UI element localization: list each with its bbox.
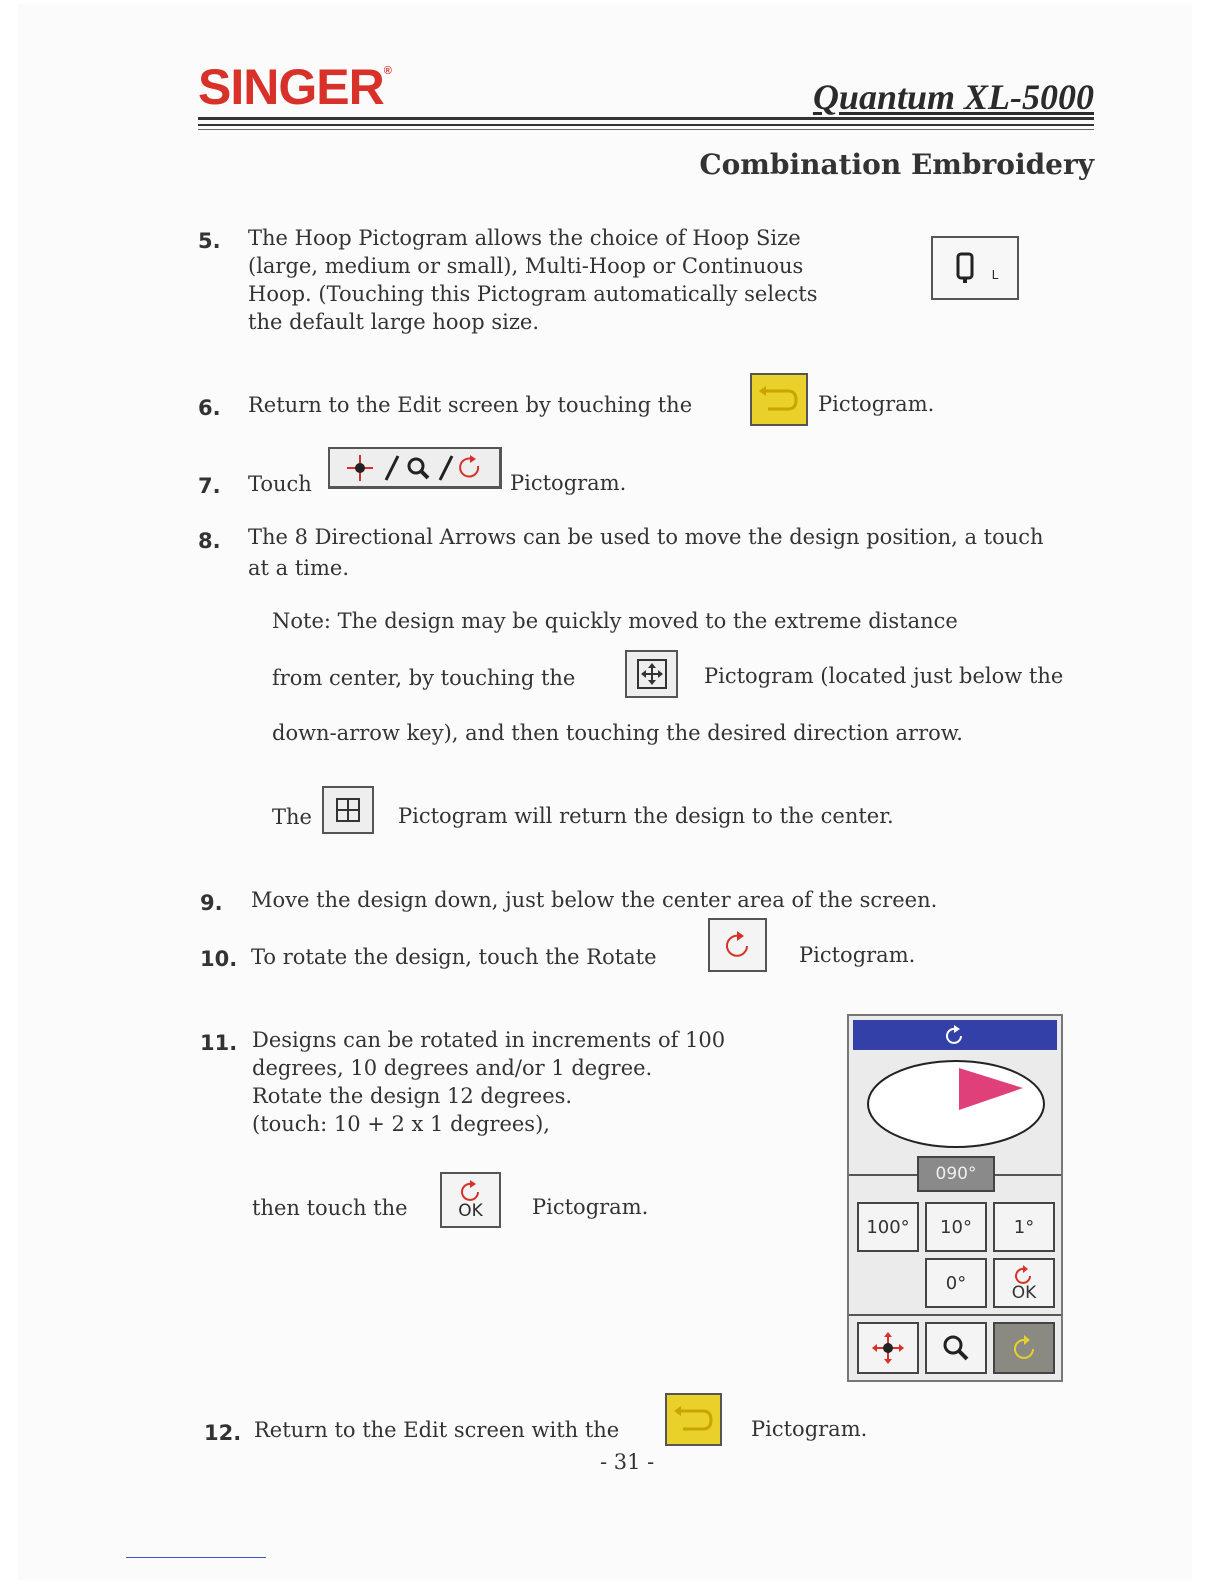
center-grid-icon bbox=[332, 794, 364, 826]
rotate-icon bbox=[943, 1023, 967, 1047]
header-rule bbox=[198, 124, 1094, 126]
step-12-text: Return to the Edit screen with the bbox=[254, 1418, 620, 1442]
move-mode-button[interactable] bbox=[857, 1322, 919, 1374]
step-11-text-end: Pictogram. bbox=[532, 1195, 649, 1219]
step-8-text: at a time. bbox=[248, 556, 350, 580]
step-10-text: To rotate the design, touch the Rotate bbox=[251, 945, 657, 969]
step-number: 5. bbox=[198, 229, 221, 253]
footer-link-line bbox=[126, 1557, 266, 1558]
rotate-mode-button[interactable] bbox=[993, 1322, 1055, 1374]
return-arrow-icon bbox=[667, 1395, 720, 1444]
rotate-ok-button[interactable] bbox=[993, 1258, 1055, 1308]
move-arrows-icon bbox=[870, 1330, 906, 1366]
step-7-text-end: Pictogram. bbox=[510, 471, 627, 495]
hoop-pictogram[interactable] bbox=[931, 236, 1019, 300]
note-text: Pictogram (located just below the bbox=[704, 664, 1064, 688]
header-rule bbox=[198, 117, 1094, 120]
return-pictogram[interactable] bbox=[750, 373, 808, 426]
extreme-distance-pictogram[interactable] bbox=[625, 650, 678, 698]
return-arrow-icon bbox=[752, 375, 806, 424]
step-number: 8. bbox=[198, 529, 221, 553]
header-rule bbox=[198, 129, 1094, 130]
step-8-text: The 8 Directional Arrows can be used to move the design position, a touch bbox=[248, 525, 1044, 549]
step-number: 7. bbox=[198, 474, 221, 498]
step-11-then-text: then touch the bbox=[252, 1196, 408, 1220]
center-pictogram[interactable] bbox=[322, 786, 374, 834]
rotate-0-button[interactable]: 0° bbox=[925, 1258, 987, 1308]
rotate-10-button[interactable]: 10° bbox=[925, 1202, 987, 1252]
step-number: 6. bbox=[198, 396, 221, 420]
note-text: Note: The design may be quickly moved to the extreme distance bbox=[272, 609, 958, 633]
step-9-text: Move the design down, just below the center area of the screen. bbox=[251, 888, 938, 912]
step-number: 9. bbox=[200, 891, 223, 915]
model-title: Quantum XL-5000 bbox=[812, 77, 1094, 117]
note-text: The bbox=[272, 805, 312, 829]
step-6-text: Return to the Edit screen by touching the bbox=[248, 393, 693, 417]
step-6-text-end: Pictogram. bbox=[818, 392, 935, 416]
expand-arrows-icon bbox=[635, 657, 669, 691]
step-12-text-end: Pictogram. bbox=[751, 1417, 868, 1441]
note-text: Pictogram will return the design to the center. bbox=[398, 804, 894, 828]
return-pictogram[interactable] bbox=[665, 1393, 722, 1446]
rotate-100-button[interactable]: 100° bbox=[857, 1202, 919, 1252]
step-5-text: The Hoop Pictogram allows the choice of Hoop Size (large, medium or small), Multi-Hoop or Continuous Hoop. (Touching this Pictogram automatically selects the default large hoop size. bbox=[248, 226, 818, 334]
rotate-icon bbox=[721, 928, 755, 962]
page-number: - 31 - bbox=[600, 1450, 655, 1474]
step-number: 11. bbox=[200, 1031, 238, 1055]
panel-divider bbox=[849, 1314, 1061, 1316]
angle-display: 090° bbox=[917, 1156, 995, 1192]
hoop-icon bbox=[952, 248, 992, 288]
magnifier-icon bbox=[940, 1332, 972, 1364]
rotation-dial bbox=[863, 1056, 1049, 1152]
rotate-pictogram[interactable] bbox=[708, 918, 767, 972]
ok-label: OK bbox=[458, 1201, 483, 1221]
step-11-text: Designs can be rotated in increments of 100 degrees, 10 degrees and/or 1 degree. Rotate the design 12 degrees. (touch: 10 + 2 x 1 degrees), bbox=[252, 1028, 726, 1136]
hoop-size-label: L bbox=[991, 268, 999, 282]
step-10-text-end: Pictogram. bbox=[799, 943, 916, 967]
step-number: 10. bbox=[200, 947, 238, 971]
rotate-icon bbox=[458, 1180, 484, 1202]
rotate-icon bbox=[1008, 1332, 1040, 1364]
step-7-text: Touch bbox=[248, 472, 312, 496]
note-text: from center, by touching the bbox=[272, 666, 576, 690]
singer-logo: SINGER® bbox=[198, 59, 391, 115]
rotate-1-button[interactable]: 1° bbox=[993, 1202, 1055, 1252]
section-title: Combination Embroidery bbox=[699, 148, 1094, 181]
step-number: 12. bbox=[204, 1421, 242, 1445]
rotate-title-bar bbox=[853, 1020, 1057, 1050]
rotate-icon bbox=[1013, 1265, 1035, 1285]
move-zoom-rotate-icon bbox=[340, 450, 490, 486]
note-text: down-arrow key), and then touching the desired direction arrow. bbox=[272, 721, 963, 745]
zoom-mode-button[interactable] bbox=[925, 1322, 987, 1374]
ok-label: OK bbox=[1011, 1282, 1037, 1303]
rotate-screen-panel bbox=[847, 1014, 1063, 1382]
move-zoom-rotate-pictogram[interactable] bbox=[328, 447, 502, 489]
rotate-ok-pictogram[interactable] bbox=[440, 1172, 501, 1228]
